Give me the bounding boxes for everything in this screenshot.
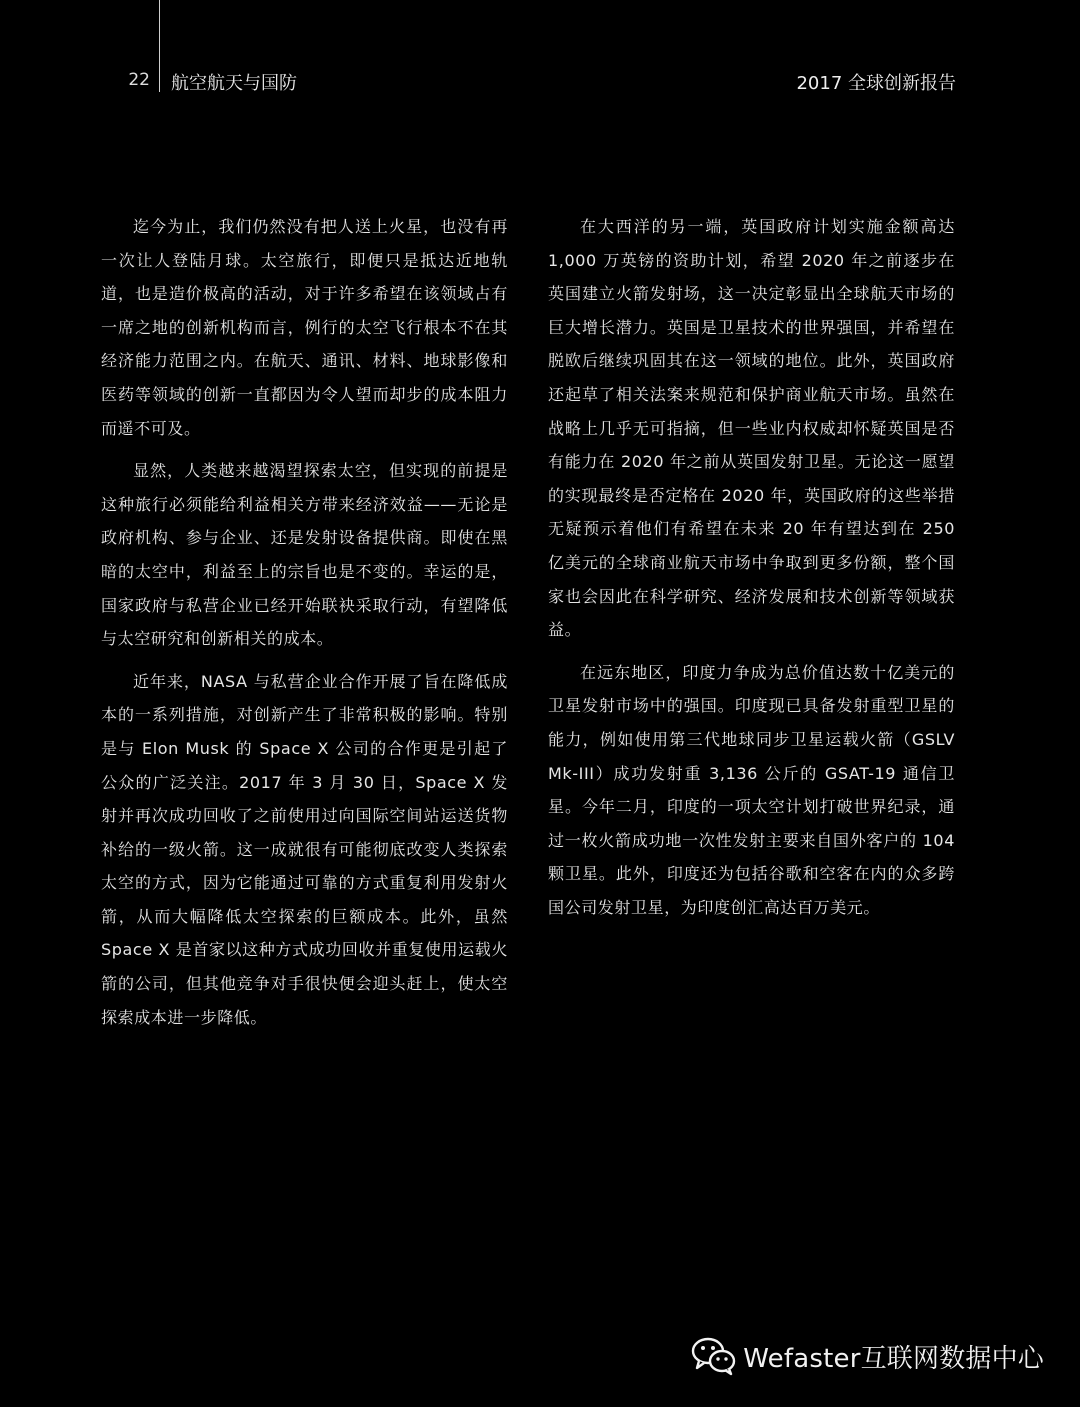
right-column — [548, 210, 955, 933]
watermark — [691, 1336, 1044, 1376]
paragraph: 在远东地区，印度力争成为总价值达数十亿美元的卫星发射市场中的强国。印度现已具备发射重型卫星的能力，例如使用第三代地球同步卫星运载火箭（GSLV Mk-III）成功发射重 3,136 公斤的 GSAT-19 通信卫星。今年二月，印度的一项太空计划打破世界纪录，通过一枚火箭成功地一次性发射主要来自国外客户的 104 颗卫星。此外，印度还为包括谷歌和空客在内的众多跨国公司发射卫星，为印度创汇高达百万美元。 — [548, 662, 955, 917]
report-title: 2017 全球创新报告 — [796, 73, 956, 94]
watermark-text: Wefaster互联网数据中心 — [743, 1343, 1044, 1374]
left-column — [101, 210, 508, 1043]
paragraph: 在大西洋的另一端，英国政府计划实施金额高达 1,000 万英镑的资助计划，希望 2020 年之前逐步在英国建立火箭发射场，这一决定彰显出全球航天市场的巨大增长潜力。英国是卫星技术的世界强国，并希望在脱欧后继续巩固其在这一领域的地位。此外，英国政府还起草了相关法案来规范和保护商业航天市场。虽然在战略上几乎无可指摘，但一些业内权威却怀疑英国是否有能力在 2020 年之前从英国发射卫星。无论这一愿望的实现最终是否定格在 2020 年，英国政府的这些举措无疑预示着他们有希望在未来 20 年有望达到在 250 亿美元的全球商业航天市场中争取到更多份额，整个国家也会因此在科学研究、经济发展和技术创新等领域获益。 — [548, 217, 955, 640]
wechat-icon — [691, 1336, 737, 1376]
paragraph: 显然，人类越来越渴望探索太空，但实现的前提是这种旅行必须能给利益相关方带来经济效益——无论是政府机构、参与企业、还是发射设备提供商。即使在黑暗的太空中，利益至上的宗旨也是不变的。幸运的是，国家政府与私营企业已经开始联袂采取行动，有望降低与太空研究和创新相关的成本。 — [101, 461, 508, 649]
paragraph: 近年来，NASA 与私营企业合作开展了旨在降低成本的一系列措施，对创新产生了非常积极的影响。特别是与 Elon Musk 的 Space X 公司的合作更是引起了公众的广泛关注。2017 年 3 月 30 日，Space X 发射并再次成功回收了之前使用过向国际空间站运送货物补给的一级火箭。这一成就很有可能彻底改变人类探索太空的方式，因为它能通过可靠的方式重复利用发射火箭，从而大幅降低太空探索的巨额成本。此外，虽然 Space X 是首家以这种方式成功回收并重复使用运载火箭的公司，但其他竞争对手很快便会迎头赶上，使太空探索成本进一步降低。 — [101, 671, 508, 1027]
header-divider-line — [159, 0, 160, 92]
section-title: 航空航天与国防 — [171, 73, 297, 94]
page-number: 22 — [128, 70, 150, 90]
paragraph: 迄今为止，我们仍然没有把人送上火星，也没有再一次让人登陆月球。太空旅行，即便只是抵达近地轨道，也是造价极高的活动，对于许多希望在该领域占有一席之地的创新机构而言，例行的太空飞行根本不在其经济能力范围之内。在航天、通讯、材料、地球影像和医药等领域的创新一直都因为令人望而却步的成本阻力而遥不可及。 — [101, 217, 508, 438]
